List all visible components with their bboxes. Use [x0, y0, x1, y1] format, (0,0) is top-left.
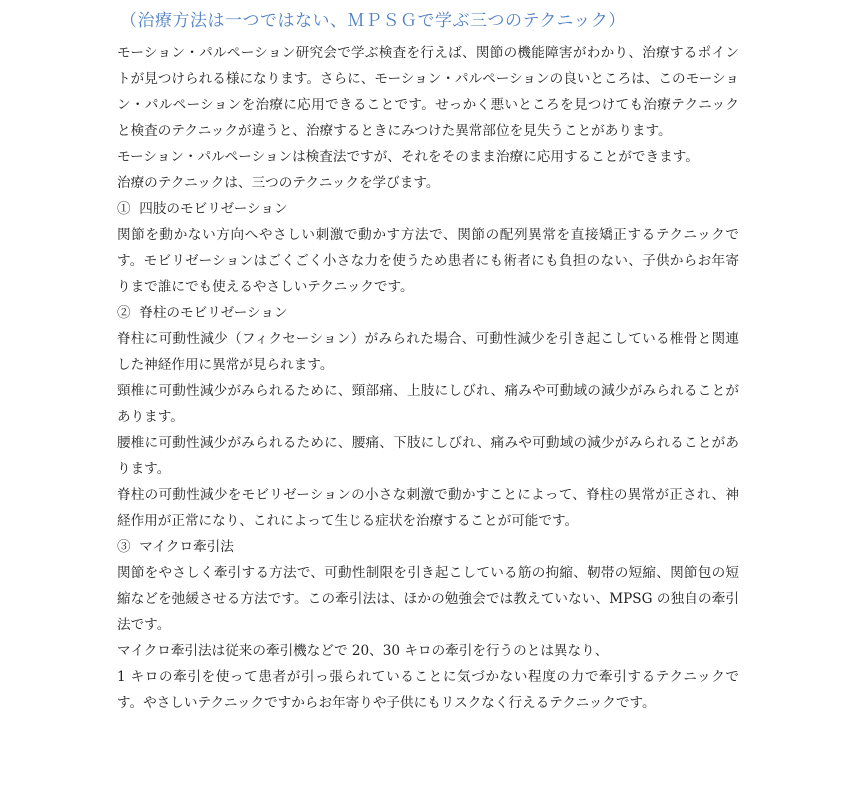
- section-heading: （治療方法は一つではない、ＭＰＳＧで学ぶ三つのテクニック）: [120, 11, 626, 31]
- spinal-mobilization-paragraph: 脊柱の可動性減少をモビリゼーションの小さな刺激で動かすことによって、脊柱の異常が正され、神経作用が正常になり、これによって生じる症状を治療することが可能です。: [117, 487, 739, 529]
- cervical-paragraph: 頸椎に可動性減少がみられるために、頸部痛、上肢にしびれ、痛みや可動域の減少がみられることがあります。: [117, 383, 739, 425]
- spinal-fixation-paragraph: 脊柱に可動性減少（フィクセーション）がみられた場合、可動性減少を引き起こしている椎骨と関連した神経作用に異常が見られます。: [117, 331, 739, 373]
- traction-detail-paragraph: 1 キロの牽引を使って患者が引っ張られていることに気づかない程度の力で牽引するテクニックです。やさしいテクニックですからお年寄りや子供にもリスクなく行えるテクニックです。: [117, 669, 739, 711]
- technique-2-heading: ② 脊柱のモビリゼーション: [117, 305, 288, 321]
- traction-method-paragraph: 関節をやさしく牽引する方法で、可動性制限を引き起こしている筋の拘縮、靭帯の短縮、関節包の短縮などを弛緩させる方法です。この牽引法は、ほかの勉強会では教えていない、MPSG の独自の牽引法です。: [117, 565, 739, 633]
- technique-1-heading: ① 四肢のモビリゼーション: [117, 201, 288, 217]
- technique-1-description: 関節を動かない方向へやさしい刺激で動かす方法で、関節の配列異常を直接矯正するテクニックです。モビリゼーションはごくごく小さな力を使うため患者にも術者にも負担のない、子供からお年寄りまで誰にでも使えるやさしいテクニックです。: [117, 227, 739, 295]
- lumbar-paragraph: 腰椎に可動性減少がみられるために、腰痛、下肢にしびれ、痛みや可動域の減少がみられることがあります。: [117, 435, 739, 477]
- traction-comparison-paragraph: マイクロ牽引法は従来の牽引機などで 20、30 キロの牽引を行うのとは異なり、: [117, 643, 609, 659]
- application-paragraph: モーション・パルペーションは検査法ですが、それをそのまま治療に応用することができます。: [117, 149, 699, 165]
- techniques-intro-paragraph: 治療のテクニックは、三つのテクニックを学びます。: [117, 175, 440, 191]
- body-text: [117, 40, 739, 716]
- intro-paragraph: モーション・パルペーション研究会で学ぶ検査を行えば、関節の機能障害がわかり、治療するポイントが見つけられる様になります。さらに、モーション・パルペーションの良いところは、このモーション・パルペーションを治療に応用できることです。せっかく悪いところを見つけても治療テクニックと検査のテクニックが違うと、治療するときにみつけた異常部位を見失うことがあります。: [117, 45, 739, 139]
- technique-3-heading: ③ マイクロ牽引法: [117, 539, 234, 555]
